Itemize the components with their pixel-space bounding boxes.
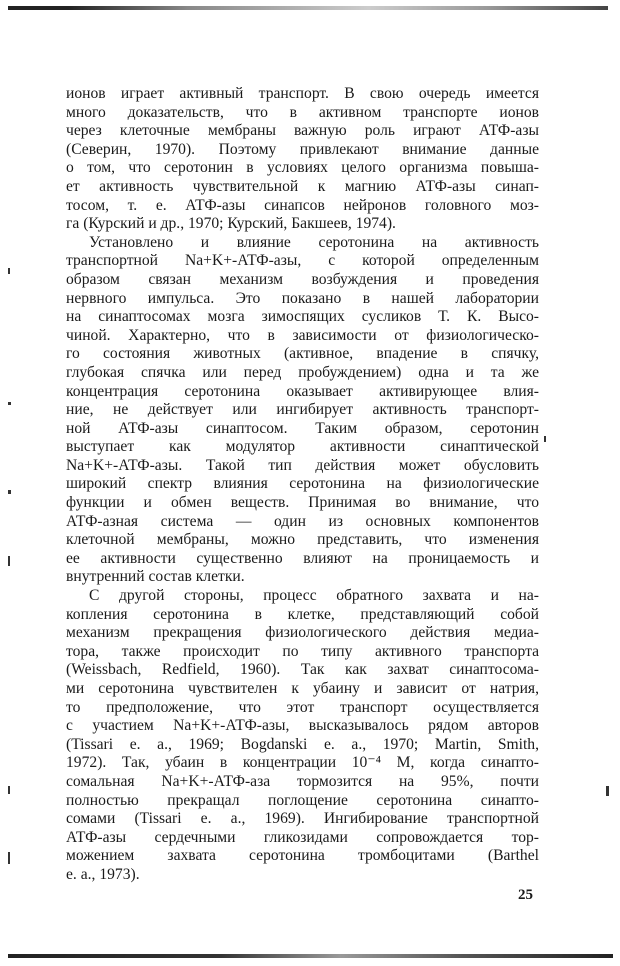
text-line: Na+K+-АТФ-азы. Такой тип действия может обусловить (66, 456, 539, 474)
margin-mark (606, 786, 609, 796)
text-line: (Weissbach, Redfield, 1960). Так как захват синаптосома- (66, 661, 539, 679)
text-line: га (Курский и др., 1970; Курский, Бакшеев, 1974). (66, 215, 396, 233)
text-line: сомальная Na+K+-АТФ-аза тормозится на 95%, почти (66, 772, 539, 790)
text-line: С другой стороны, процесс обратного захвата и на- (89, 587, 539, 605)
text-line: концентрация серотонина оказывает активирующее влия- (66, 382, 539, 400)
text-line: АТФ-азы сердечными гликозидами сопровождается тор- (66, 828, 539, 846)
text-line: можением захвата серотонина тромбоцитами (Barthel (66, 847, 539, 865)
text-line: на синаптосомах мозга зимоспящих сусликов Т. К. Высо- (66, 308, 539, 326)
text-line: АТФ-азная система — один из основных компонентов (66, 512, 539, 530)
text-line: ионов играет активный транспорт. В свою очередь имеется (66, 85, 539, 102)
paragraph (66, 587, 539, 885)
text-line: тосом, т. е. АТФ-азы синапсов нейронов головного моз- (66, 196, 539, 214)
text-line: широкий спектр влияния серотонина на физиологические (66, 475, 539, 493)
text-line: сомами (Tissari e. a., 1969). Ингибирование транспортной (66, 810, 539, 828)
margin-mark (8, 490, 11, 494)
margin-mark (544, 436, 546, 442)
text-line: полностью прекращал поглощение серотонина синапто- (66, 791, 539, 809)
text-line: выступает как модулятор активности синаптической (66, 438, 539, 456)
text-line: то предположение, что этот транспорт осуществляется (66, 698, 539, 716)
paragraph (66, 234, 539, 587)
text-line: го состояния животных (активное, впадение в спячку, (66, 345, 539, 363)
paragraph (66, 85, 539, 234)
text-line: функции и обмен веществ. Принимая во внимание, что (66, 494, 539, 512)
text-line: много доказательств, что в активном транспорте ионов (66, 103, 539, 121)
text-line: глубокая спячка или перед пробуждением) одна и та же (66, 363, 539, 381)
text-line: через клеточные мембраны важную роль играют АТФ-азы (66, 122, 539, 140)
text-line: клеточной мембраны, можно представить, что изменения (66, 531, 539, 549)
text-line: внутренний состав клетки. (66, 568, 245, 586)
text-line: образом связан механизм возбуждения и проведения (66, 270, 539, 288)
text-line: с участием Na+K+-АТФ-азы, высказывалось рядом авторов (66, 717, 539, 735)
text-line: 1972). Так, убаин в концентрации 10⁻⁴ М, когда синапто- (66, 754, 539, 772)
text-line: механизм прекращения физиологического действия медиа- (66, 624, 539, 642)
margin-mark (8, 268, 10, 274)
text-line: нервного импульса. Это показано в нашей лаборатории (66, 289, 539, 307)
text-line: тора, также происходит по типу активного транспорта (66, 642, 539, 660)
text-line: чиной. Характерно, что в зависимости от физиологическо- (66, 326, 539, 344)
text-line: Установлено и влияние серотонина на активность (89, 233, 539, 251)
body-text (66, 85, 539, 885)
page-number: 25 (518, 887, 533, 903)
text-line: ми серотонина чувствителен к убаину и зависит от натрия, (66, 680, 539, 697)
margin-mark (8, 852, 10, 864)
text-line: (Tissari e. a., 1969; Bogdanski e. a., 1970; Martin, Smith, (66, 735, 539, 753)
text-line: о том, что серотонин в условиях целого организма повыша- (66, 159, 539, 177)
top-edge-rule (8, 6, 608, 10)
text-line: копления серотонина в клетке, представляющий собой (66, 605, 539, 623)
margin-mark (8, 402, 11, 405)
text-line: транспортной Na+K+-АТФ-азы, с которой определенным (66, 252, 539, 270)
margin-mark (8, 556, 10, 566)
bottom-edge-rule (8, 954, 613, 958)
text-line: ет активность чувствительной к магнию АТФ-азы синап- (66, 177, 539, 195)
text-line: e. a., 1973). (66, 865, 140, 883)
text-line: (Северин, 1970). Поэтому привлекают внимание данные (66, 140, 539, 158)
margin-mark (8, 786, 10, 794)
text-line: ние, не действует или ингибирует активность транспорт- (66, 401, 539, 419)
text-line: ее активности существенно влияют на проницаемость и (66, 549, 539, 567)
text-line: ной АТФ-азы синаптосом. Таким образом, серотонин (66, 419, 539, 437)
